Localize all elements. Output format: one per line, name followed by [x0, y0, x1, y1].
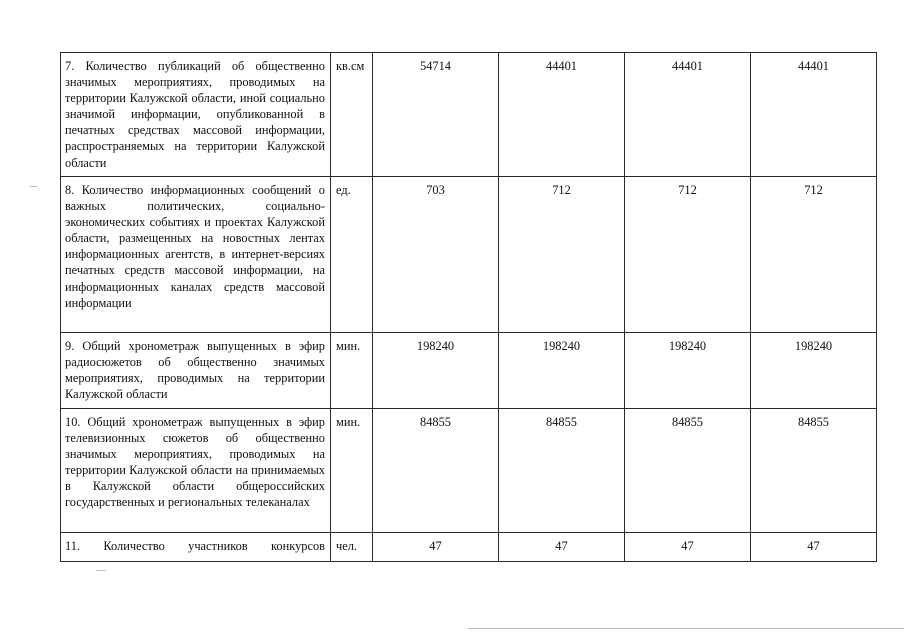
indicator-value: 198240 [373, 333, 499, 409]
indicator-value: 84855 [499, 409, 625, 533]
indicator-value: 712 [625, 177, 751, 333]
indicator-value: 198240 [499, 333, 625, 409]
indicator-value: 47 [373, 533, 499, 562]
indicator-value: 47 [751, 533, 877, 562]
indicator-value: 712 [751, 177, 877, 333]
indicator-unit: мин. [331, 333, 373, 409]
indicator-value: 703 [373, 177, 499, 333]
indicator-name: 10. Общий хронометраж выпущенных в эфир телевизионных сюжетов об общественно значимых мероприятиях, проводимых на территории Калужской области на принимаемых в Калужской области общероссийских государственных и региональных телеканалах [61, 409, 331, 533]
indicator-value: 44401 [751, 53, 877, 177]
indicator-unit: мин. [331, 409, 373, 533]
indicator-unit: ед. [331, 177, 373, 333]
indicator-name: 8. Количество информационных сообщений о важных политических, социально-экономических событиях и проектах Калужской области, размещенных на новостных лентах информационных агентств, в интернет-версиях печатных средств массовой информации, на информационных каналах средств массовой информации [61, 177, 331, 333]
indicator-unit: чел. [331, 533, 373, 562]
indicator-name: 11. Количество участников конкурсов [61, 533, 331, 562]
indicators-table [60, 52, 877, 562]
scan-artifact [96, 570, 106, 571]
indicator-value: 198240 [625, 333, 751, 409]
indicator-value: 47 [499, 533, 625, 562]
table-row [61, 333, 877, 409]
scan-artifact [468, 628, 904, 629]
indicator-unit: кв.см [331, 53, 373, 177]
indicator-value: 198240 [751, 333, 877, 409]
table-row [61, 409, 877, 533]
indicator-value: 712 [499, 177, 625, 333]
indicator-value: 44401 [499, 53, 625, 177]
table-row [61, 177, 877, 333]
table-row [61, 533, 877, 562]
indicator-value: 54714 [373, 53, 499, 177]
indicator-value: 44401 [625, 53, 751, 177]
indicator-value: 47 [625, 533, 751, 562]
indicator-name: 7. Количество публикаций об общественно значимых мероприятиях, проводимых на территории Калужской области, иной социально значимой информации, опубликованной в печатных средствах массовой информации, распространяемых на территории Калужской области [61, 53, 331, 177]
indicator-name: 9. Общий хронометраж выпущенных в эфир радиосюжетов об общественно значимых мероприятиях, проводимых на территории Калужской области [61, 333, 331, 409]
indicator-value: 84855 [373, 409, 499, 533]
indicator-value: 84855 [751, 409, 877, 533]
table-row [61, 53, 877, 177]
scan-artifact [30, 186, 37, 187]
indicator-value: 84855 [625, 409, 751, 533]
